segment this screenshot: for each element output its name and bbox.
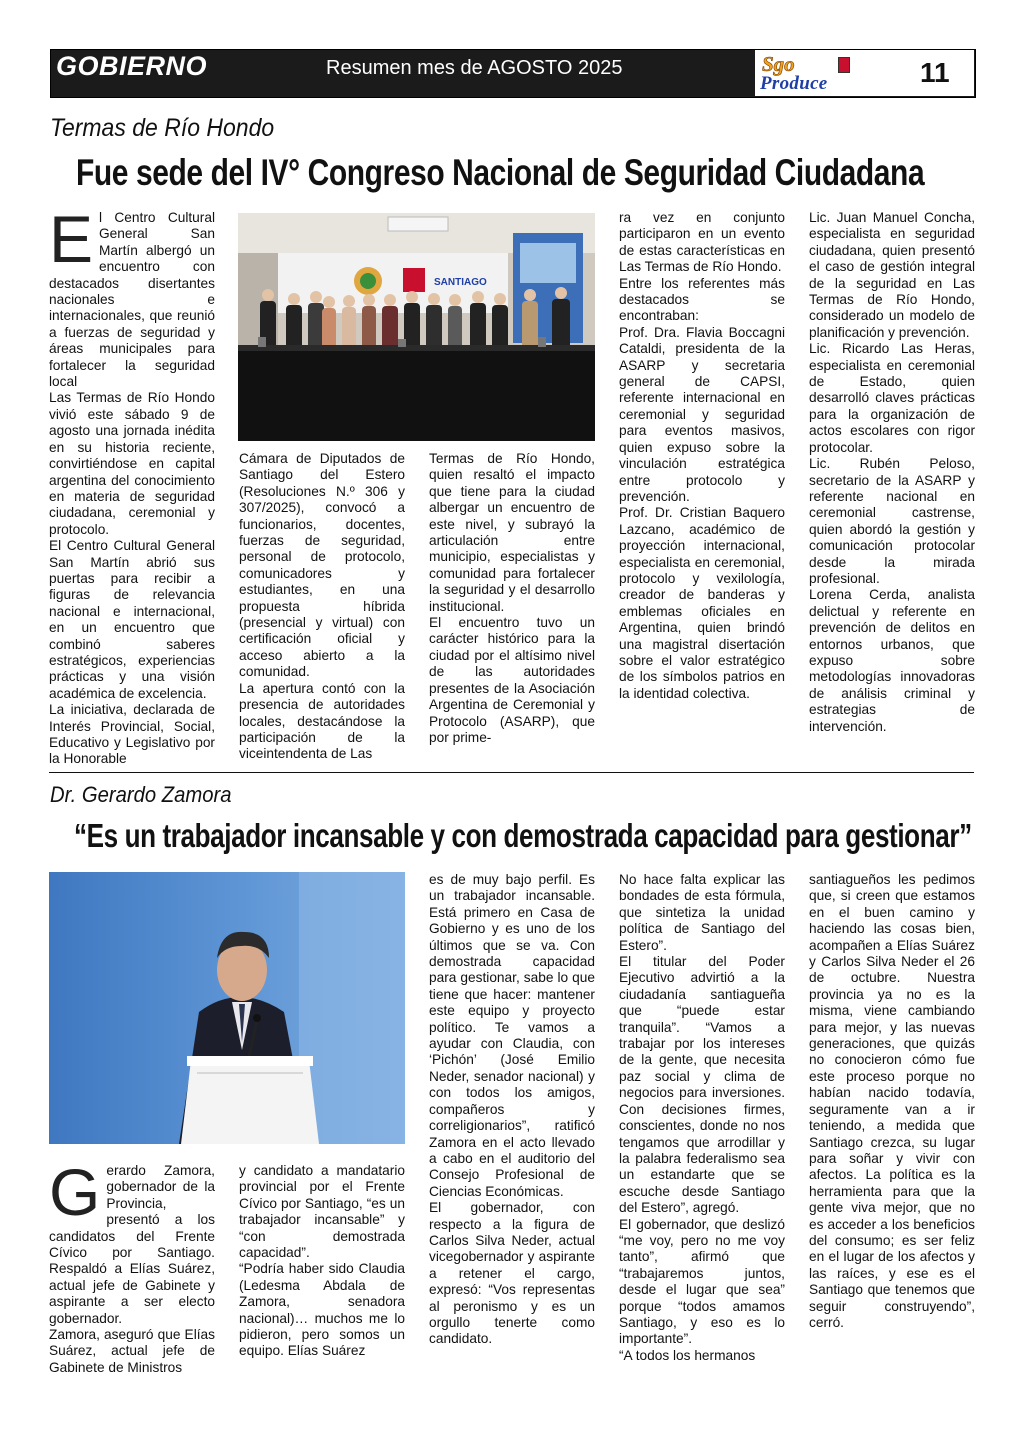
- section-label: GOBIERNO: [56, 51, 208, 81]
- logo-text-sgo: Sgo: [762, 52, 795, 76]
- article1-column-4: [619, 210, 785, 702]
- article2-column-5: [809, 872, 975, 1331]
- section-divider: [49, 772, 974, 773]
- article1-kicker: Termas de Río Hondo: [50, 114, 275, 142]
- article2-paragraph: santiagueños les pedimos que, si creen que estamos en el buen camino y haciendo las cosas bien, acompañen a Elías Suárez y Carlos Silva Neder el 26 de octubre. Nuestra provincia ya no es la misma, viene cambiando para mejor, y las nuevas generaciones, que quizás no conocieron cómo fue este proceso porque no habían nacido todavía, seguramente van a ir teniendo, a medida que Santiago crezca, su lugar para soñar y vivir con afectos. La política es la herramienta para que la gente viva mejor, que no es acceder a los beneficios del consumo; es ser feliz en el lugar de los afectos y las raíces, y ese es el Santiago que tenemos que seguir construyendo”, cerró.: [809, 872, 975, 1330]
- article2-column-2: [239, 1163, 405, 1360]
- article1-paragraph: Lic. Rubén Peloso, secretario de la ASARP y referente nacional en ceremonial castrense, quien abordó la gestión y comunicación protocolar desde la mirada profesional.: [809, 456, 975, 586]
- article1-paragraph: Lorena Cerda, analista delictual y referente en prevención de delitos en entornos urbanos, que expuso sobre metodologías innovadoras de análisis criminal y estrategias de intervención.: [809, 587, 975, 734]
- article1-paragraph: El encuentro tuvo un carácter histórico para la ciudad por el altísimo nivel de las autoridades presentes de la Asociación Argentina de Ceremonial y Protocolo (ASARP), que por prime-: [429, 615, 595, 745]
- article1-column-2: [239, 451, 405, 763]
- article1-headline: Fue sede del IV° Congreso Nacional de Seguridad Ciudadana: [76, 152, 925, 193]
- flag-icon: [838, 57, 850, 73]
- article2-paragraph: No hace falta explicar las bondades de esta fórmula, que sintetiza la unidad política de Santiago del Estero”.: [619, 872, 785, 953]
- article1-paragraph: Lic. Ricardo Las Heras, especialista en ceremonial de Estado, quien desarrolló claves prácticas para la organización de actos escolares con rigor protocolar.: [809, 341, 975, 455]
- governor-photo: [49, 872, 405, 1144]
- article2-paragraph: El gobernador, con respecto a la figura de Carlos Silva Neder, actual vicegobernador y aspirante a retener el cargo, expresó: “Vos representas al peronismo y es un orgullo tenerte como candidato.: [429, 1200, 595, 1347]
- article2-paragraph: es de muy bajo perfil. Es un trabajador incansable. Está primero en Casa de Gobierno y es uno de los últimos que se va. Con demostrada capacidad para gestionar, sabe lo que tiene que hacer: mantener este equipo y proyecto político. Te vamos a ayudar con Claudia, con ‘Pichón’ (José Emilio Neder, senador nacional) y con todos los amigos, compañeros y correligionarios”, ratificó Zamora en el acto llevado a cabo en el auditorio del Consejo Profesional de Ciencias Económicas.: [429, 872, 595, 1199]
- page-number: 11: [920, 57, 950, 88]
- article1-lead: l Centro Cultural General San Martín albergó un encuentro con destacados disertantes nacionales e internacionales, que reunió a fuerzas de seguridad y áreas municipales para fortalecer la seguridad local: [49, 210, 215, 390]
- congress-photo: [238, 213, 595, 441]
- article1-paragraph: La apertura contó con la presencia de autoridades locales, destacándose la participación de la viceintendenta de Las: [239, 680, 405, 762]
- article1-column-5: [809, 210, 975, 735]
- article2-column-4: [619, 872, 785, 1364]
- article1-paragraph: ra vez en conjunto participaron en un evento de estas características en Las Termas de Río Hondo.: [619, 210, 785, 275]
- article2-column-1: [49, 1155, 215, 1376]
- article1-paragraph: La iniciativa, declarada de Interés Provincial, Social, Educativo y Legislativo por la Honorable: [49, 702, 215, 767]
- article2-paragraph: y candidato a mandatario provincial por el Frente Cívico por Santiago, “es un trabajador incansable” y “con demostrada capacidad”.: [239, 1163, 405, 1261]
- article1-paragraph: Cámara de Diputados de Santiago del Estero (Resoluciones N.º 306 y 307/2025), convocó a funcionarios, docentes, fuerzas de seguridad, personal de protocolo, comunicadores y estudiantes, en una propuesta híbrida (presencial y virtual) con certificación oficial y acceso abierto a la comunidad.: [239, 451, 405, 680]
- article1-paragraph: Prof. Dr. Cristian Baquero Lazcano, académico de proyección internacional, especialista en ceremonial, protocolo y vexilología, creador de banderas y emblemas oficiales en Argentina, quien brindó una magistral disertación sobre el valor estratégico de los símbolos patrios en la identidad colectiva.: [619, 505, 785, 701]
- article1-paragraph: Prof. Dra. Flavia Boccagni Cataldi, presidenta de la ASARP y secretaria general de CAPSI, referente internacional en ceremonial y seguridad para eventos masivos, quien expuso sobre la vinculación estratégica entre protocolo y prevención.: [619, 324, 785, 504]
- article1-dropcap: E: [49, 202, 94, 276]
- article2-column-3: [429, 872, 595, 1348]
- santiago-sign-text: SANTIAGO: [434, 277, 487, 288]
- article1-paragraph: Entre los referentes más destacados se encontraban:: [619, 275, 785, 324]
- article1-paragraph: Lic. Juan Manuel Concha, especialista en seguridad ciudadana, quien presentó el caso de gestión integral de la seguridad en Las Termas de Río Hondo, considerado un modelo de planificación y prevención.: [809, 210, 975, 340]
- governor-photo-illustration: [49, 872, 405, 1144]
- issue-label: Resumen mes de AGOSTO 2025: [326, 57, 623, 79]
- logo-text-produce: Produce: [760, 73, 828, 94]
- article2-paragraph: “A todos los hermanos: [619, 1347, 756, 1363]
- article2-headline: “Es un trabajador incansable y con demostrada capacidad para gestionar”: [74, 817, 972, 854]
- article2-dropcap: G: [49, 1155, 101, 1229]
- article1-paragraph: El Centro Cultural General San Martín abrió sus puertas para recibir a figuras de relevancia nacional e internacional, en un encuentro que combinó saberes estratégicos, experiencias prácticas y una visión académica de excelencia.: [49, 538, 215, 701]
- congress-photo-illustration: [238, 213, 595, 441]
- article1-column-3: [429, 451, 595, 746]
- article1-column-1: [49, 202, 215, 768]
- article2-lead: erardo Zamora, gobernador de la Provincia, presentó a los candidatos del Frente Cívico por Santiago. Respaldó a Elías Suárez, actual jefe de Gabinete y aspirante a ser electo gobernador.: [49, 1163, 215, 1326]
- article2-paragraph: Zamora, aseguró que Elías Suárez, actual jefe de Gabinete de Ministros: [49, 1327, 215, 1375]
- article2-kicker: Dr. Gerardo Zamora: [50, 782, 232, 807]
- article2-paragraph: El gobernador, que deslizó “me voy, pero no me voy tanto”, afirmó que “trabajaremos juntos, desde el lugar que sea” porque “todos amamos Santiago, y eso es lo importante”.: [619, 1216, 785, 1347]
- article2-paragraph: “Podría haber sido Claudia (Ledesma Abdala de Zamora, senadora nacional)… muchos me lo pidieron, pero somos un equipo. Elías Suárez: [239, 1261, 405, 1359]
- article1-paragraph: Termas de Río Hondo, quien resaltó el impacto que tiene para la ciudad albergar un encuentro de este nivel, y subrayó la articulación entre municipio, especialistas y comunidad para fortalecer la seguridad y el desarrollo institucional.: [429, 451, 595, 614]
- article1-paragraph: Las Termas de Río Hondo vivió este sábado 9 de agosto una jornada inédita en su historia reciente, convirtiéndose en capital argentina del conocimiento en materia de seguridad ciudadana, ceremonial y protocolo.: [49, 390, 215, 537]
- article2-paragraph: El titular del Poder Ejecutivo advirtió a la ciudadanía santiagueña que “puede estar tranquila”. “Vamos a trabajar por los intereses de la gente, que necesita paz social y clima de negocios para inversiones. Con decisiones firmes, conscientes, donde no nos tengamos que arrodillar y la palabra federalismo sea un estandarte que se escuche desde Santiago del Estero”, agregó.: [619, 954, 785, 1216]
